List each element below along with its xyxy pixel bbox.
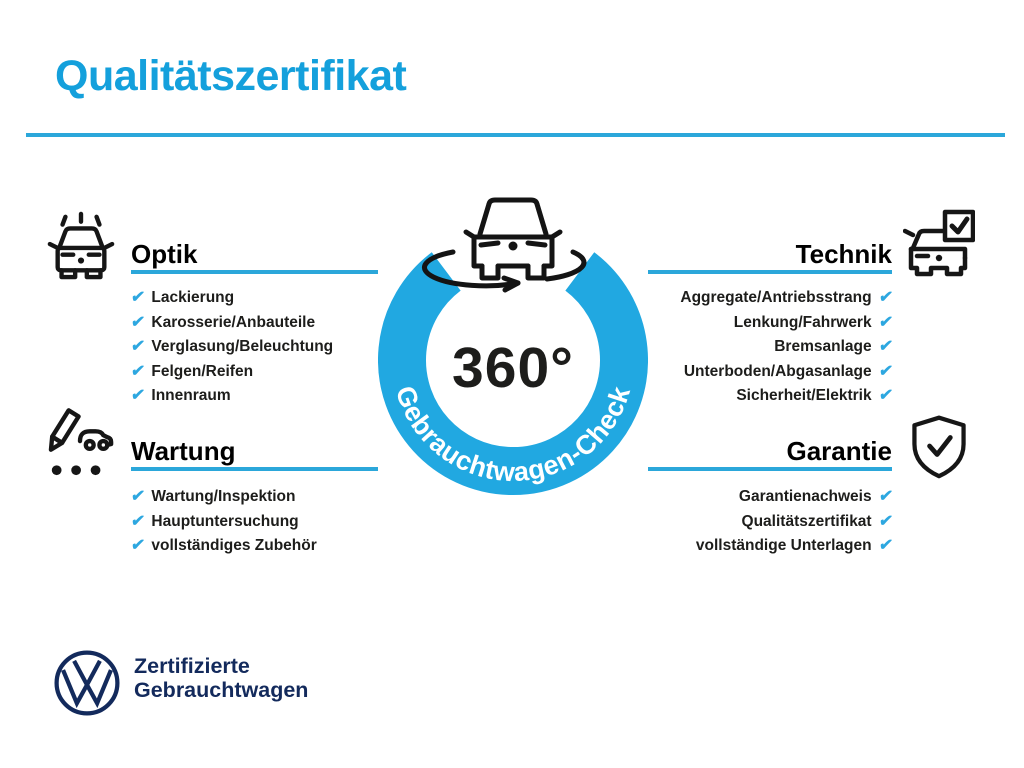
check-icon: ✔ <box>877 512 894 530</box>
vw-logo <box>52 648 122 718</box>
checklist-item-label: Lackierung <box>151 289 235 307</box>
checklist-item-label: Aggregate/Antriebsstrang <box>680 289 872 307</box>
section-underline-garantie <box>648 467 892 471</box>
checklist-item-label: Karosserie/Anbauteile <box>151 313 316 331</box>
check-icon: ✔ <box>129 338 146 356</box>
check-icon: ✔ <box>877 537 894 555</box>
car-checkbox-icon <box>903 206 975 278</box>
checklist-item-label: Lenkung/Fahrwerk <box>733 313 872 331</box>
checklist-item-label: vollständiges Zubehör <box>151 537 317 555</box>
checklist-item <box>131 485 317 510</box>
brand-line-1: Zertifizierte <box>134 654 250 678</box>
checklist-optik <box>131 286 333 409</box>
section-underline-optik <box>131 270 378 274</box>
checklist-item-label: Wartung/Inspektion <box>151 488 296 506</box>
checklist-item-label: Unterboden/Abgasanlage <box>683 362 872 380</box>
section-title-garantie: Garantie <box>786 436 892 466</box>
checklist-item <box>131 360 333 385</box>
check-icon: ✔ <box>129 488 146 506</box>
car-shine-icon <box>46 210 116 280</box>
check-icon: ✔ <box>129 313 146 331</box>
checklist-item <box>131 534 317 559</box>
checklist-item-label: vollständige Unterlagen <box>695 537 872 555</box>
checklist-item-label: Felgen/Reifen <box>151 362 254 380</box>
check-icon: ✔ <box>877 387 894 405</box>
check-icon: ✔ <box>129 362 146 380</box>
check-icon: ✔ <box>877 289 894 307</box>
check-icon: ✔ <box>129 387 146 405</box>
brand-line-2: Gebrauchtwagen <box>134 677 309 702</box>
service-record-icon <box>45 408 115 478</box>
section-title-optik: Optik <box>131 239 198 269</box>
check-icon: ✔ <box>877 338 894 356</box>
checklist-item-label: Garantienachweis <box>738 488 872 506</box>
check-icon: ✔ <box>129 512 146 530</box>
check-icon: ✔ <box>877 362 894 380</box>
checklist-item <box>600 534 892 559</box>
check-icon: ✔ <box>129 289 146 307</box>
page-title: Qualitätszertifikat <box>55 52 407 100</box>
checklist-item-label: Qualitätszertifikat <box>741 512 872 530</box>
checklist-item-label: Hauptuntersuchung <box>151 512 299 530</box>
check-icon: ✔ <box>877 488 894 506</box>
checklist-item-label: Bremsanlage <box>774 338 872 356</box>
section-title-wartung: Wartung <box>131 436 236 466</box>
checklist-item <box>131 286 333 311</box>
brand-wordmark <box>134 655 308 702</box>
checklist-item <box>600 510 892 535</box>
checklist-item <box>131 311 333 336</box>
badge-ring-label: Gebrauchtwagen-Check <box>389 382 637 488</box>
checklist-item-label: Verglasung/Beleuchtung <box>151 338 334 356</box>
badge-degrees: 360° <box>452 336 574 400</box>
check-icon: ✔ <box>877 313 894 331</box>
checklist-item <box>131 335 333 360</box>
checklist-wartung <box>131 485 317 559</box>
checklist-item-label: Sicherheit/Elektrik <box>736 387 872 405</box>
checklist-item-label: Innenraum <box>151 387 231 405</box>
shield-check-icon <box>905 412 973 480</box>
checklist-item <box>131 510 317 535</box>
section-underline-wartung <box>131 467 378 471</box>
header-divider <box>26 133 1005 137</box>
checklist-item <box>131 384 333 409</box>
section-underline-technik <box>648 270 892 274</box>
section-title-technik: Technik <box>795 239 892 269</box>
check-icon: ✔ <box>129 537 146 555</box>
